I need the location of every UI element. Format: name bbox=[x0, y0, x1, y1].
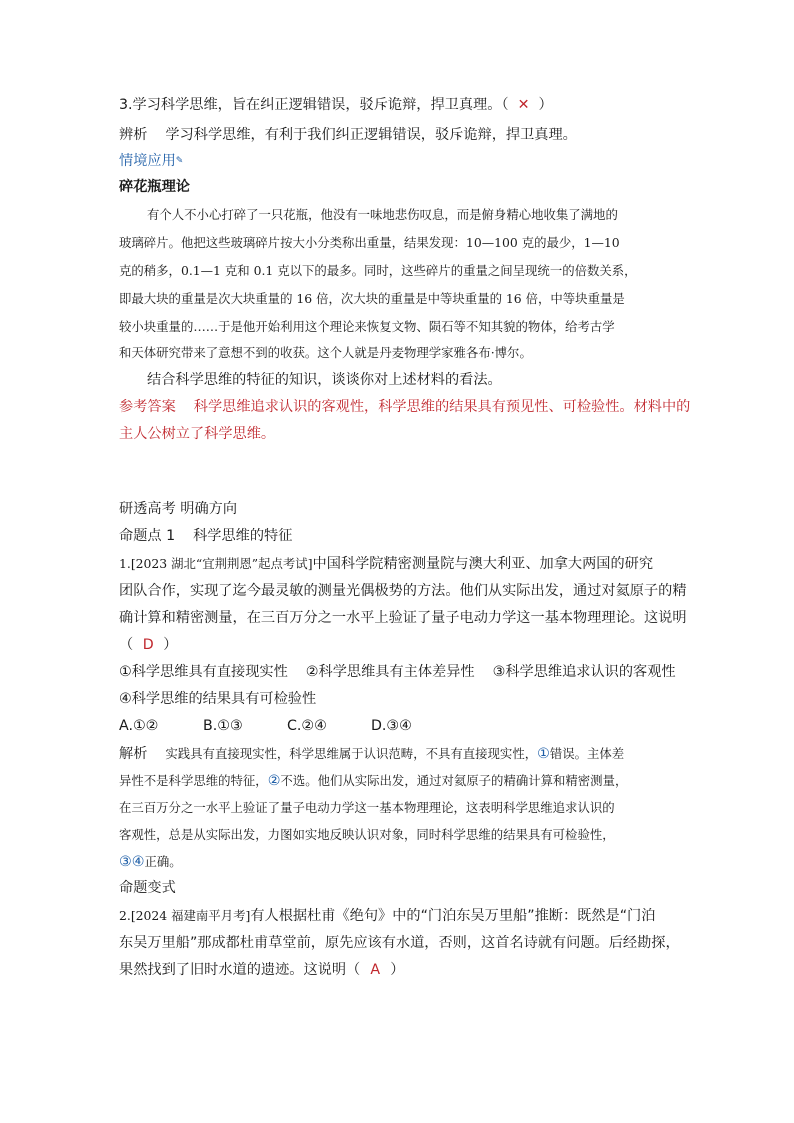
qingjing-title: 情境应用 bbox=[119, 153, 176, 169]
question-1-text-1: 中国科学院精密测量院与澳大利亚、加拿大两国的研究 bbox=[312, 556, 654, 572]
reference-answer-label: 参考答案 bbox=[119, 399, 176, 415]
proposition-point-text: 科学思维的特征 bbox=[193, 528, 293, 544]
analysis-text-1: 实践具有直接现实性，科学思维属于认识范畴，不具有直接现实性， bbox=[165, 746, 538, 761]
paren-close: ） bbox=[163, 637, 178, 653]
analysis-marker-2: ② bbox=[267, 773, 281, 789]
material-line-3: 克的稍多，0.1—1 克和 0.1 克以下的最多。同时，这些碎片的重量之间呈现统一的倍数关系， bbox=[119, 263, 637, 278]
question-2-line-2: 东吴万里船”那成都杜甫草堂前，原先应该有水道，否则，这首名诗就有问题。后经勘探， bbox=[119, 935, 680, 951]
option-a: A.①② bbox=[119, 718, 159, 734]
question-2-source: 2.[2024 福建南平月考] bbox=[119, 908, 251, 923]
material-line-2: 玻璃碎片。他把这些玻璃碎片按大小分类称出重量，结果发现：10—100 克的最少，1—10 bbox=[119, 235, 620, 250]
question-1-options bbox=[119, 716, 455, 736]
analysis-text-2b: 不选。他们从实际出发，通过对氦原子的精确计算和精密测量， bbox=[280, 773, 628, 788]
item-3-text: 3.学习科学思维，旨在纠正逻辑错误，驳斥诡辩，捍卫真理。（ bbox=[119, 97, 509, 113]
analysis-line-4: 客观性，总是从实际出发，力图如实地反映认识对象，同时科学思维的结果具有可检验性， bbox=[119, 827, 615, 842]
question-1-line-2: 团队合作，实现了迄今最灵敏的测量光偶极势的方法。他们从实际出发，通过对氦原子的精 bbox=[119, 583, 687, 599]
analysis-text-5: 正确。 bbox=[144, 854, 182, 869]
question-2-line-3 bbox=[119, 960, 404, 980]
proposition-variant: 命题变式 bbox=[119, 880, 176, 896]
reference-answer-line-1 bbox=[119, 397, 690, 417]
question-1-line-1 bbox=[119, 554, 653, 574]
section-heading: 研透高考 明确方向 bbox=[119, 501, 238, 517]
analysis-marker-3: ③④ bbox=[119, 854, 145, 870]
proposition-point-label: 命题点 1 bbox=[119, 528, 176, 544]
option-d: D.③④ bbox=[371, 718, 412, 734]
material-question: 结合科学思维的特征的知识，谈谈你对上述材料的看法。 bbox=[147, 372, 502, 388]
paren-open: （ bbox=[119, 637, 134, 653]
qingjing-heading bbox=[119, 151, 183, 171]
reference-answer-line-2: 主人公树立了科学思维。 bbox=[119, 426, 276, 442]
question-2-text-1: 有人根据杜甫《绝句》中的“门泊东吴万里船”推断：既然是“门泊 bbox=[250, 908, 656, 924]
question-2-close: ） bbox=[390, 962, 405, 978]
item-3 bbox=[119, 95, 553, 115]
question-2-text-3: 果然找到了旧时水道的遗迹。这说明（ bbox=[119, 962, 361, 978]
analysis-line-3: 在三百万分之一水平上验证了量子电动力学这一基本物理理论，这表明科学思维追求认识的 bbox=[119, 800, 615, 815]
analysis-line-1 bbox=[119, 744, 624, 764]
question-1-answer-line bbox=[119, 635, 177, 655]
choice-1: ①科学思维具有直接现实性 bbox=[119, 664, 288, 680]
choice-2: ②科学思维具有主体差异性 bbox=[305, 664, 475, 680]
bianxi-text: 学习科学思维，有利于我们纠正逻辑错误，驳斥诡辩，捍卫真理。 bbox=[165, 127, 577, 143]
option-b: B.①③ bbox=[203, 718, 243, 734]
choice-3: ③科学思维追求认识的客观性 bbox=[492, 664, 676, 680]
analysis-text-1b: 错误。主体差 bbox=[549, 746, 625, 761]
question-2-line-1 bbox=[119, 906, 655, 926]
bianxi-label: 辨析 bbox=[119, 127, 148, 143]
material-title: 碎花瓶理论 bbox=[119, 179, 190, 195]
analysis-line-5 bbox=[119, 852, 182, 872]
question-2-answer: A bbox=[370, 962, 381, 978]
analysis-label: 解析 bbox=[119, 746, 148, 762]
choice-4: ④科学思维的结果具有可检验性 bbox=[119, 691, 317, 707]
question-1-line-3: 确计算和精密测量，在三百万分之一水平上验证了量子电动力学这一基本物理理论。这说明 bbox=[119, 610, 687, 626]
material-line-1: 有个人不小心打碎了一只花瓶，他没有一味地悲伤叹息，而是俯身精心地收集了满地的 bbox=[147, 207, 618, 222]
question-1-choices-row bbox=[119, 662, 676, 682]
analysis-line-2 bbox=[119, 771, 627, 791]
bianxi-line bbox=[119, 125, 577, 145]
item-3-close: ） bbox=[538, 97, 553, 113]
analysis-text-2: 异性不是科学思维的特征， bbox=[119, 773, 268, 788]
pencil-icon: ✎ bbox=[175, 156, 184, 166]
option-c: C.②④ bbox=[287, 718, 327, 734]
reference-answer-text-1: 科学思维追求认识的客观性，科学思维的结果具有预见性、可检验性。材料中的 bbox=[193, 399, 691, 415]
item-3-answer-mark: ✕ bbox=[517, 97, 530, 113]
question-1-answer: D bbox=[142, 637, 154, 653]
material-line-5: 较小块重量的……于是他开始利用这个理论来恢复文物、陨石等不知其貌的物体，给考古学 bbox=[119, 319, 615, 334]
material-line-6: 和天体研究带来了意想不到的收获。这个人就是丹麦物理学家雅各布·博尔。 bbox=[119, 345, 532, 360]
material-line-4: 即最大块的重量是次大块重量的 16 倍，次大块的重量是中等块重量的 16 倍，中等块重量是 bbox=[119, 291, 625, 306]
question-1-source: 1.[2023 湖北“宜荆荆恩”起点考试] bbox=[119, 556, 313, 571]
analysis-marker-1: ① bbox=[537, 746, 550, 762]
proposition-point bbox=[119, 526, 292, 546]
